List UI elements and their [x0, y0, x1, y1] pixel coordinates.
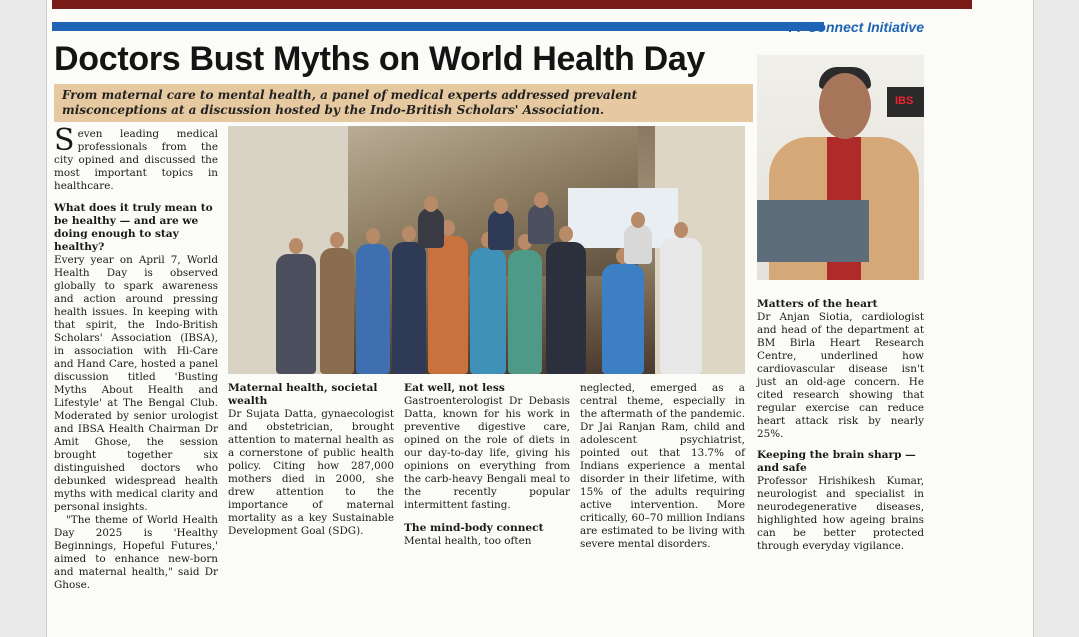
subhead-eat-well: Eat well, not less: [404, 382, 505, 394]
section-bar: [52, 22, 824, 31]
top-color-strip: [52, 0, 972, 9]
body-paragraph: Mental health, too often: [404, 535, 532, 547]
projection-screen: [568, 188, 678, 248]
subhead-healthy: What does it truly mean to be healthy — and are we doing enough to stay healthy?: [54, 202, 213, 253]
article-column-4: [580, 382, 745, 551]
body-paragraph: Every year on April 7, World Health Day is observed globally to spark awareness and action around pressing health issues. In keeping with that spirit, the Indo-British Scholars' Association (IBSA), in association with Hi-Care and Hand Care, hosted a panel discussion titled 'Busting Myths About Health and Lifestyle' at The Bengal Club. Moderated by senior urologist and IBSA Health Chairman Dr Amit Ghose, the session brought together six distinguished doctors who debunked widespread health myths with medical clarity and personal insights.: [54, 254, 218, 513]
drop-cap: S: [54, 123, 75, 158]
speaker-face: [819, 73, 871, 139]
speaker-photo: [757, 55, 924, 280]
article-column-5: [757, 298, 924, 553]
article-column-1: [54, 123, 218, 592]
body-paragraph: neglected, emerged as a central theme, especially in the aftermath of the pandemic. Dr Jai Ranjan Ram, child and adolescent psychiatrist, pointed out that 13.7% of Indians experience a mental disorder in their lifetime, with 15% of the adults requiring active intervention. More critically, 60–70 million Indians are estimated to be living with severe mental disorders.: [580, 382, 745, 550]
subhead-brain: Keeping the brain sharp — and safe: [757, 449, 916, 474]
headline: Doctors Bust Myths on World Health Day: [54, 40, 706, 78]
intro-paragraph: Seven leading medical professionals from the city opined and discussed the most important topics in healthcare.: [54, 123, 218, 192]
laptop: [757, 200, 869, 262]
article-column-3: [404, 382, 570, 548]
body-paragraph: Dr Sujata Datta, gynaecologist and obstetrician, brought attention to maternal health as a cornerstone of public health policy. Citing how 287,000 mothers died in 2000, she drew attention to the importance of maternal mortality as a key Sustainable Development Goal (SDG).: [228, 408, 394, 537]
article-column-2: [228, 382, 394, 538]
subhead-mind-body: The mind-body connect: [404, 522, 544, 534]
ibsa-logo: IBS: [887, 87, 924, 117]
quote-paragraph: "The theme of World Health Day 2025 is 'Healthy Beginnings, Hopeful Futures,' aimed to enhance new-born and maternal health," said Dr Ghose.: [54, 514, 218, 591]
body-paragraph: Gastroenterologist Dr Debasis Datta, known for his work in preventive digestive care, opined on the role of diets in our day-to-day life, giving his opinions on everything from the carb-heavy Bengali meal to the recently popular intermittent fasting.: [404, 395, 570, 511]
body-paragraph: Dr Anjan Siotia, cardiologist and head of the department at BM Birla Heart Research Centre, underlined how cardiovascular disease isn't just an old-age concern. He cited research showing that regular exercise can reduce heart attack risk by nearly 25%.: [757, 311, 924, 440]
standfirst: From maternal care to mental health, a panel of medical experts addressed prevalent misconceptions at a discussion hosted by the Indo-British Scholars' Association.: [54, 84, 753, 122]
initiative-label: TT Connect Initiative: [786, 19, 924, 35]
subhead-maternal: Maternal health, societal wealth: [228, 382, 378, 407]
body-paragraph: Professor Hrishikesh Kumar, neurologist and specialist in neurodegenerative diseases, highlighted how ageing brains can be better protected through everyday vigilance.: [757, 475, 924, 552]
subhead-heart: Matters of the heart: [757, 298, 878, 310]
group-photo: [228, 126, 745, 374]
